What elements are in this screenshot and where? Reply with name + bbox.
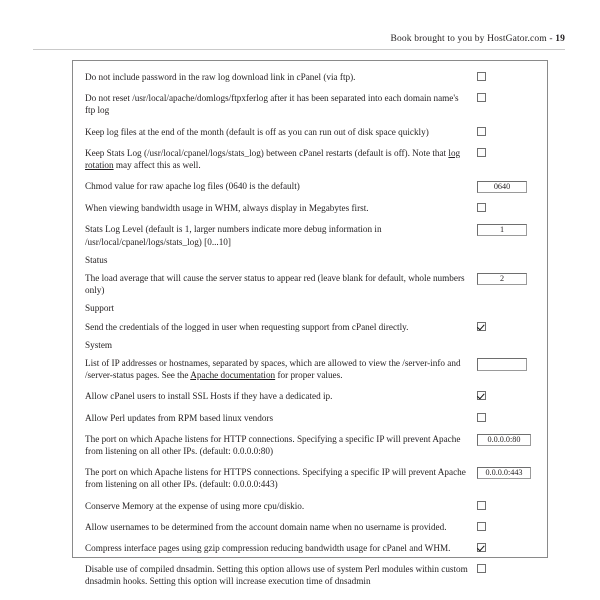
settings-row-control bbox=[477, 92, 539, 102]
setting-usernames-from-domain-checkbox[interactable] bbox=[477, 522, 486, 531]
setting-conserve-memory-checkbox[interactable] bbox=[477, 501, 486, 510]
setting-stats-log-level-input[interactable]: 1 bbox=[477, 224, 527, 236]
setting-apache-http-port-label: The port on which Apache listens for HTTP connections. Specifying a specific IP will prevent Apache from listening on all other IPs. (default: 0.0.0.0:80) bbox=[85, 433, 461, 457]
label-text: List of IP addresses or hostnames, separated by spaces, which are allowed to view the /server-info and /server-status pages. See the bbox=[85, 358, 461, 381]
settings-row bbox=[73, 352, 547, 385]
setting-no-password-raw-log-label: Do not include password in the raw log download link in cPanel (via ftp). bbox=[85, 72, 356, 82]
settings-row bbox=[73, 66, 547, 87]
setting-load-average-red-label: The load average that will cause the server status to appear red (leave blank for default, whole numbers only) bbox=[85, 273, 465, 296]
settings-row-control bbox=[477, 180, 539, 193]
section-heading-status: Status bbox=[85, 254, 108, 265]
setting-keep-stats-log-label bbox=[85, 147, 477, 171]
setting-conserve-memory-label: Conserve Memory at the expense of using more cpu/diskio. bbox=[85, 500, 305, 511]
settings-rows-container bbox=[73, 61, 547, 592]
settings-row-control bbox=[477, 147, 539, 157]
settings-row bbox=[73, 537, 547, 558]
settings-row-control bbox=[477, 466, 539, 479]
settings-row bbox=[73, 87, 547, 120]
setting-gzip-compress-interface-label: Compress interface pages using gzip compression reducing bandwidth usage for cPanel and WHM. bbox=[85, 543, 451, 554]
section-heading-support: Support bbox=[85, 303, 115, 314]
settings-row bbox=[73, 516, 547, 537]
setting-chmod-raw-apache-logs-input[interactable]: 0640 bbox=[477, 181, 527, 193]
settings-row-control bbox=[477, 542, 539, 552]
settings-row-control bbox=[477, 521, 539, 531]
page-running-header bbox=[0, 34, 600, 56]
setting-bandwidth-megabytes-first-label: When viewing bandwidth usage in WHM, always display in Megabytes first. bbox=[85, 203, 369, 214]
setting-apache-https-port-input[interactable]: 0.0.0.0:443 bbox=[477, 467, 531, 479]
setting-send-credentials-support-checkbox[interactable] bbox=[477, 322, 486, 331]
setting-allow-ssl-hosts-dedicated-ip-label: Allow cPanel users to install SSL Hosts if they have a dedicated ip. bbox=[85, 391, 333, 402]
settings-row bbox=[73, 428, 547, 461]
settings-row-control bbox=[477, 202, 539, 212]
settings-row-control bbox=[477, 433, 539, 446]
settings-row-control bbox=[477, 272, 539, 285]
setting-apache-https-port-label: The port on which Apache listens for HTTPS connections. Specifying a specific IP will prevent Apache from listening on all other IPs. (default: 0.0.0.0:443) bbox=[85, 467, 466, 490]
settings-row bbox=[73, 407, 547, 428]
settings-row bbox=[73, 461, 547, 494]
settings-row bbox=[73, 267, 547, 300]
label-text: Keep Stats Log (/usr/local/cpanel/logs/stats_log) between cPanel restarts (default is off). Note that bbox=[85, 147, 449, 158]
settings-row bbox=[73, 316, 547, 337]
settings-row bbox=[73, 197, 547, 218]
settings-row bbox=[73, 495, 547, 516]
settings-row-control bbox=[477, 563, 539, 573]
header-divider bbox=[33, 49, 565, 50]
settings-row bbox=[73, 385, 547, 406]
label-text-tail: may affect this as well. bbox=[113, 160, 201, 171]
setting-keep-stats-log-checkbox[interactable] bbox=[477, 148, 486, 157]
setting-allow-ssl-hosts-dedicated-ip-checkbox[interactable] bbox=[477, 391, 486, 400]
page-header-text bbox=[390, 34, 565, 44]
settings-row bbox=[73, 558, 547, 591]
setting-load-average-red-input[interactable]: 2 bbox=[477, 273, 527, 285]
settings-row-control bbox=[477, 126, 539, 136]
setting-keep-log-files-end-of-month-checkbox[interactable] bbox=[477, 127, 486, 136]
setting-usernames-from-domain-label: Allow usernames to be determined from the account domain name when no username is provided. bbox=[85, 521, 447, 532]
page-header-label: Book brought to you by HostGator.com - bbox=[390, 34, 556, 44]
label-text-tail: for proper values. bbox=[275, 370, 343, 381]
settings-row-control bbox=[477, 412, 539, 422]
settings-panel bbox=[72, 60, 548, 587]
setting-allow-perl-updates-rpm-label: Allow Perl updates from RPM based linux vendors bbox=[85, 412, 274, 423]
setting-disable-compiled-dnsadmin-label: Disable use of compiled dnsadmin. Setting this option allows use of system Perl modules within custom dnsadmin hooks. Setting this option will increase execution time of dnsadmin bbox=[85, 564, 468, 587]
setting-bandwidth-megabytes-first-checkbox[interactable] bbox=[477, 203, 486, 212]
settings-row-control bbox=[477, 390, 539, 400]
page-number: 19 bbox=[555, 34, 565, 44]
settings-row-control bbox=[477, 71, 539, 81]
settings-row bbox=[73, 218, 547, 251]
settings-row-control bbox=[477, 500, 539, 510]
setting-disable-compiled-dnsadmin-checkbox[interactable] bbox=[477, 564, 486, 573]
settings-row-control bbox=[477, 321, 539, 331]
inline-doc-link[interactable]: Apache documentation bbox=[190, 370, 276, 381]
setting-keep-log-files-end-of-month-label: Keep log files at the end of the month (default is off as you can run out of disk space quickly) bbox=[85, 126, 429, 137]
settings-row-control bbox=[477, 357, 539, 371]
setting-send-credentials-support-label: Send the credentials of the logged in user when requesting support from cPanel directly. bbox=[85, 321, 409, 332]
setting-server-info-allowed-ips-input[interactable] bbox=[477, 358, 527, 371]
settings-row-control bbox=[477, 223, 539, 236]
setting-no-reset-ftpxferlog-label: Do not reset /usr/local/apache/domlogs/ftpxferlog after it has been separated into each domain name's ftp log bbox=[85, 93, 459, 116]
settings-row bbox=[73, 121, 547, 142]
setting-allow-perl-updates-rpm-checkbox[interactable] bbox=[477, 413, 486, 422]
setting-gzip-compress-interface-checkbox[interactable] bbox=[477, 543, 486, 552]
setting-apache-http-port-input[interactable]: 0.0.0.0:80 bbox=[477, 434, 531, 446]
setting-no-reset-ftpxferlog-checkbox[interactable] bbox=[477, 93, 486, 102]
setting-chmod-raw-apache-logs-label: Chmod value for raw apache log files (0640 is the default) bbox=[85, 181, 300, 192]
setting-server-info-allowed-ips-label bbox=[85, 357, 477, 381]
inline-doc-link[interactable]: log rotation bbox=[85, 147, 461, 171]
settings-row bbox=[73, 142, 547, 175]
section-heading-system: System bbox=[85, 339, 113, 350]
setting-stats-log-level-label: Stats Log Level (default is 1, larger numbers indicate more debug information in /usr/local/cpanel/logs/stats_log) [0...10] bbox=[85, 224, 382, 247]
settings-row bbox=[73, 175, 547, 197]
setting-no-password-raw-log-checkbox[interactable] bbox=[477, 72, 486, 81]
